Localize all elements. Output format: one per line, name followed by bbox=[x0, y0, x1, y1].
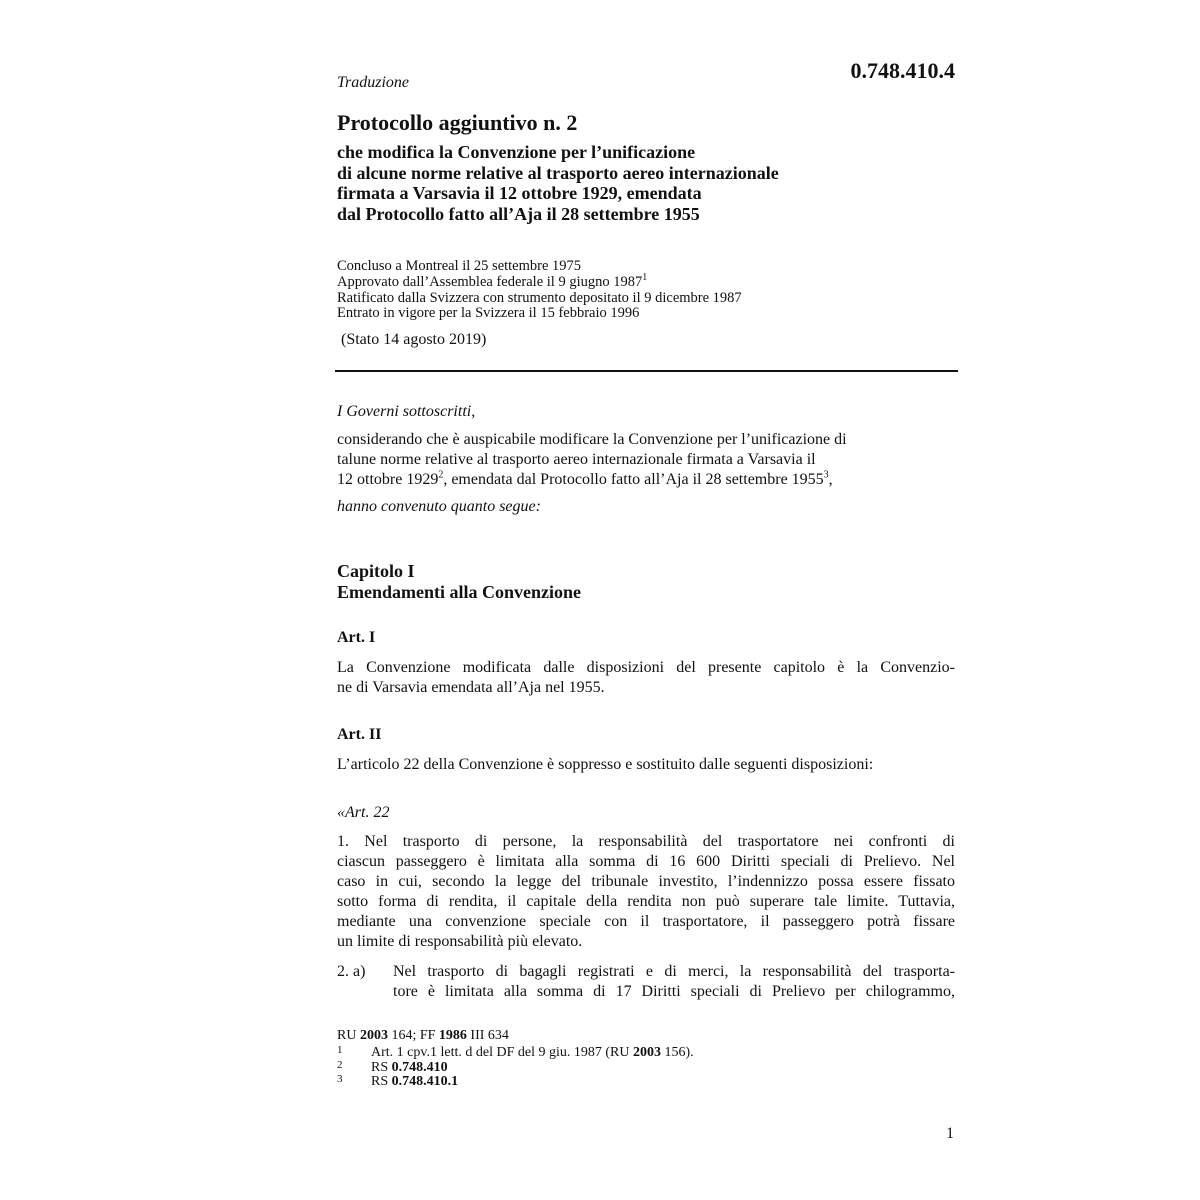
agreed-line: hanno convenuto quanto segue: bbox=[337, 498, 541, 515]
paragraph-line: ciascun passeggero è limitata alla somma di 16 600 Diritti speciali di Prelievo. Nel bbox=[337, 853, 955, 870]
footnote-text-bold: 2003 bbox=[632, 1045, 661, 1060]
subtitle-line: dal Protocollo fatto all’Aja il 28 settembre 1955 bbox=[337, 203, 700, 224]
paragraph-line: tore è limitata alla somma di 17 Diritti speciali di Prelievo per chilogrammo, bbox=[393, 983, 955, 1000]
considering-text: , bbox=[828, 471, 833, 488]
footnote-text-bold: 0.748.410 bbox=[391, 1059, 448, 1075]
ref-year: 2003 bbox=[359, 1028, 388, 1043]
footnotes bbox=[337, 1046, 694, 1090]
footnote-text-bold: 0.748.410.1 bbox=[391, 1074, 459, 1089]
paragraph-line: Nel trasporto di bagagli registrati e di merci, la responsabilità del trasporta- bbox=[393, 963, 955, 980]
in-force-date: Entrato in vigore per la Svizzera il 15 febbraio 1996 bbox=[337, 305, 640, 322]
paragraph-line: sotto forma di rendita, il capitale della rendita non può superare tale limite. Tuttavia, bbox=[337, 893, 955, 910]
article-heading: Art. I bbox=[337, 629, 376, 646]
governments-line: I Governi sottoscritti, bbox=[337, 403, 476, 420]
document-metadata bbox=[337, 259, 742, 322]
considering-text: 12 ottobre 1929 bbox=[337, 471, 439, 488]
page-number: 1 bbox=[946, 1125, 954, 1142]
status-date: (Stato 14 agosto 2019) bbox=[341, 331, 487, 348]
subtitle-line: firmata a Varsavia il 12 ottobre 1929, emendata bbox=[337, 183, 702, 203]
footnote-ref: 3 bbox=[823, 469, 829, 481]
footnote-text-part: RS bbox=[371, 1074, 392, 1089]
official-reference bbox=[337, 1028, 509, 1044]
footnote-text-part: 156). bbox=[660, 1045, 694, 1060]
footnote-number: 3 bbox=[337, 1073, 343, 1085]
footnote bbox=[337, 1058, 694, 1076]
article-paragraph bbox=[393, 962, 955, 1002]
approved-text: Approvato dall’Assemblea federale il 9 giugno 1987 bbox=[337, 273, 643, 290]
footnote-number: 1 bbox=[337, 1044, 343, 1056]
subtitle-line: che modifica la Convenzione per l’unificazione bbox=[337, 142, 696, 162]
ref-year: 1986 bbox=[438, 1028, 467, 1043]
concluded-date: Concluso a Montreal il 25 settembre 1975 bbox=[337, 258, 582, 274]
considering-line: considerando che è auspicabile modificare la Convenzione per l’unificazione di bbox=[337, 431, 847, 448]
footnote bbox=[337, 1075, 694, 1090]
paragraph-line: un limite di responsabilità più elevato. bbox=[337, 933, 583, 950]
considering-line bbox=[337, 470, 957, 490]
article-heading: Art. II bbox=[337, 726, 382, 743]
article-heading: «Art. 22 bbox=[337, 804, 390, 821]
ref-text: III 634 bbox=[466, 1028, 509, 1043]
article-line: ne di Varsavia emendata all’Aja nel 1955. bbox=[337, 679, 605, 696]
approved-date bbox=[337, 271, 742, 291]
footnote-text-part: Art. 1 cpv.1 lett. d del DF del 9 giu. 1987 (RU bbox=[371, 1045, 633, 1060]
footnote-ref: 2 bbox=[438, 469, 444, 481]
footnote-text bbox=[371, 1046, 694, 1061]
paragraph-line: caso in cui, secondo la legge del tribunale investito, l’indennizzo possa essere fissato bbox=[337, 873, 955, 890]
footnote-number: 2 bbox=[337, 1058, 343, 1071]
chapter-number: Capitolo I bbox=[337, 561, 415, 581]
chapter-heading bbox=[337, 561, 581, 603]
document-title: Protocollo aggiuntivo n. 2 bbox=[337, 110, 578, 135]
sr-number: 0.748.410.4 bbox=[850, 58, 955, 83]
document-subtitle bbox=[337, 142, 957, 224]
article-paragraph bbox=[337, 832, 955, 952]
considering-paragraph bbox=[337, 430, 957, 490]
footnote bbox=[337, 1046, 694, 1061]
ratified-date: Ratificato dalla Svizzera con strumento depositato il 9 dicembre 1987 bbox=[337, 289, 742, 306]
paragraph-line: 1. Nel trasporto di persone, la responsabilità del trasportatore nei confronti di bbox=[337, 833, 955, 850]
ref-text: RU bbox=[337, 1028, 360, 1043]
article-text: L’articolo 22 della Convenzione è soppresso e sostituito dalle seguenti disposizioni: bbox=[337, 756, 874, 773]
chapter-title: Emendamenti alla Convenzione bbox=[337, 582, 582, 602]
subtitle-line: di alcune norme relative al trasporto aereo internazionale bbox=[337, 162, 779, 183]
footnote-text-part: RS bbox=[371, 1059, 392, 1075]
footnote-text bbox=[371, 1061, 448, 1076]
ref-text: 164; FF bbox=[387, 1028, 439, 1043]
footnote-ref: 1 bbox=[642, 271, 648, 283]
translation-label: Traduzione bbox=[337, 74, 410, 91]
article-text bbox=[337, 658, 955, 698]
article-line: La Convenzione modificata dalle disposizioni del presente capitolo è la Convenzio- bbox=[337, 659, 955, 676]
considering-line: talune norme relative al trasporto aereo internazionale firmata a Varsavia il bbox=[337, 451, 816, 468]
paragraph-line: mediante una convenzione speciale con il trasportatore, il passeggero potrà fissare bbox=[337, 913, 955, 930]
footnote-text bbox=[371, 1075, 458, 1090]
considering-text: , emendata dal Protocollo fatto all’Aja il 28 settembre 1955 bbox=[443, 471, 824, 488]
paragraph-label: 2. a) bbox=[337, 963, 366, 980]
header-divider bbox=[335, 370, 958, 372]
